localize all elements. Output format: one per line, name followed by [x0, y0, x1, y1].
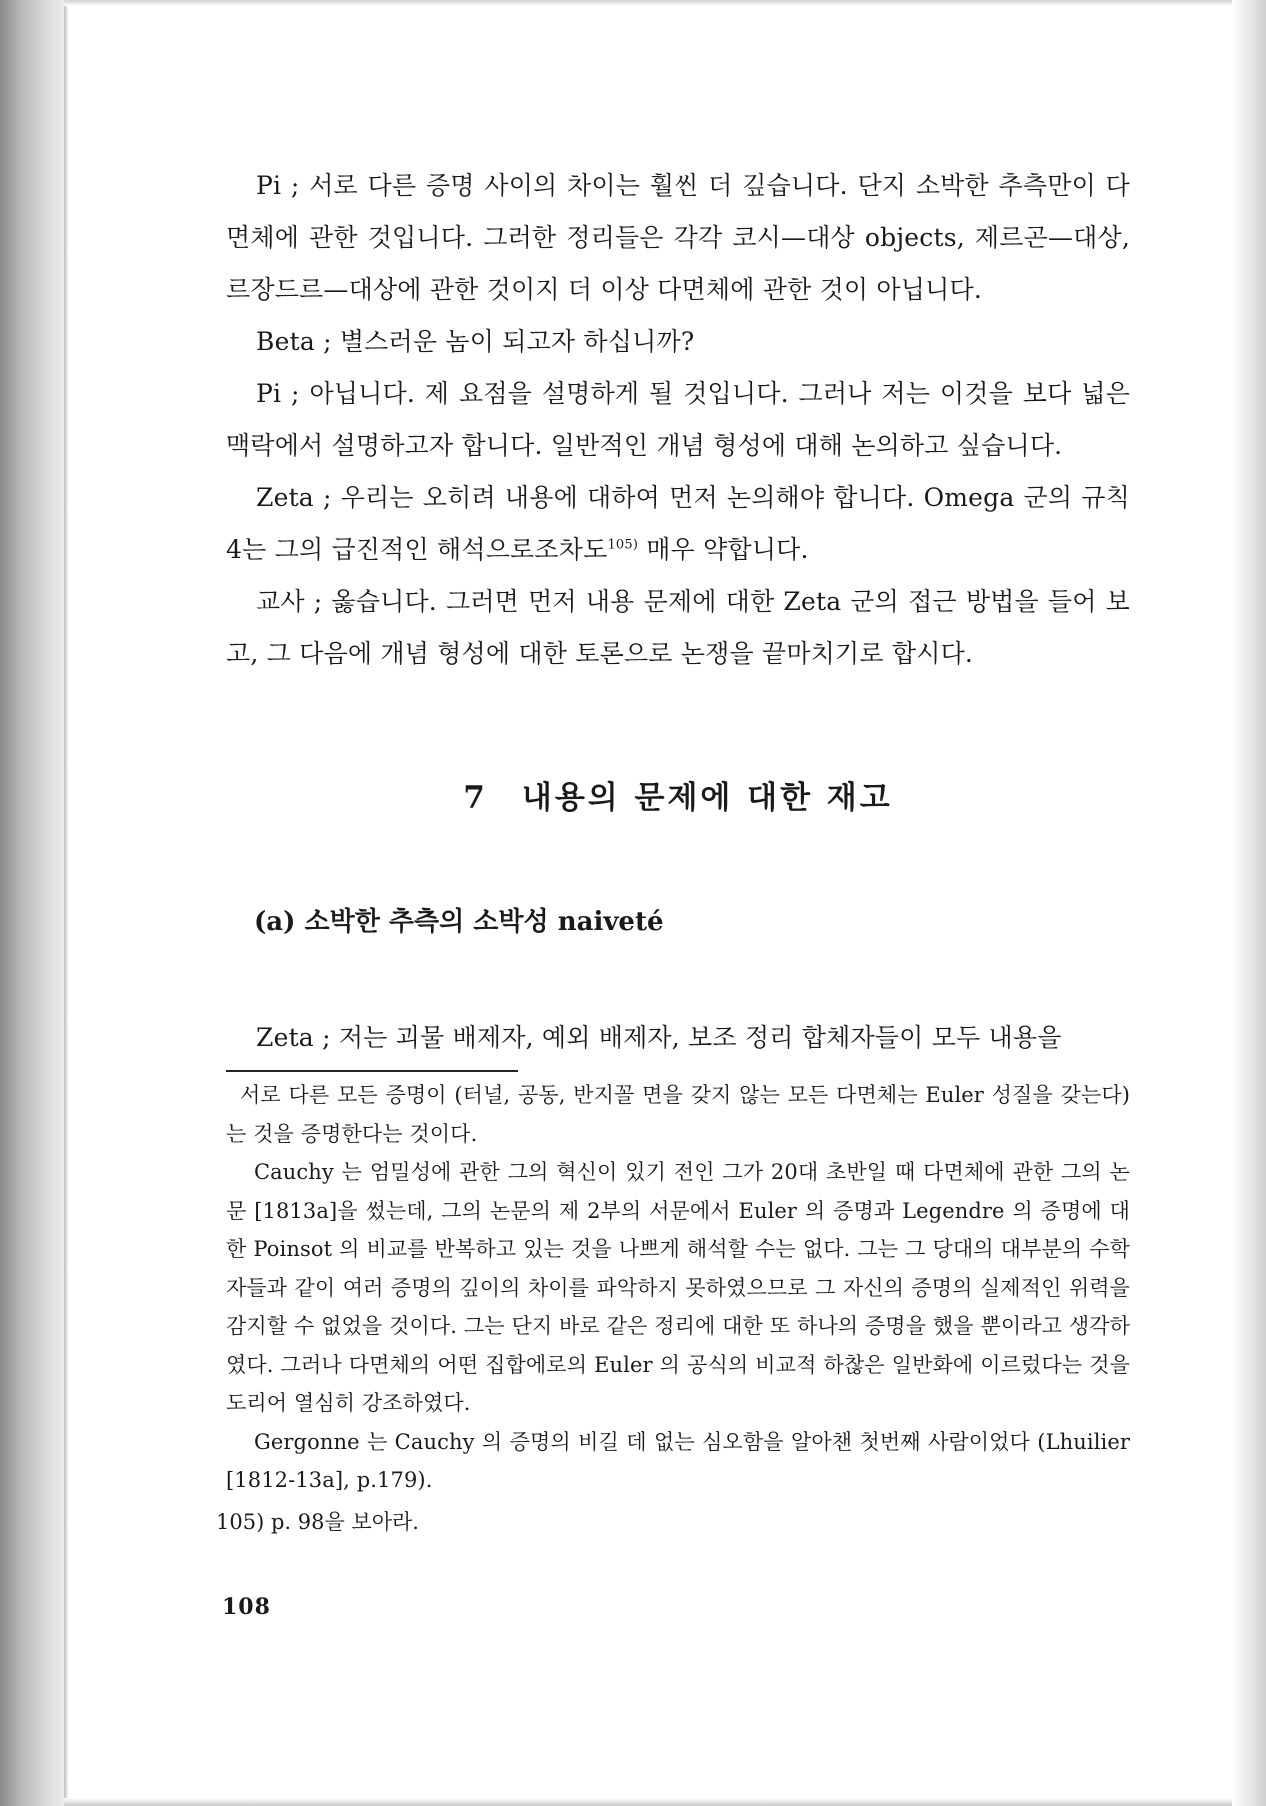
footnote-105: 105) p. 98을 보아라.	[216, 1509, 419, 1534]
paragraph-beta: Beta ; 별스러운 놈이 되고자 하십니까?	[256, 327, 695, 356]
zeta-text-after: 매우 약합니다.	[638, 535, 809, 564]
footnotes	[216, 1076, 1130, 1542]
paragraph-pi-2: Pi ; 아닙니다. 제 요점을 설명하게 될 것입니다. 그러나 저는 이것을 보다 넓은 맥락에서 설명하고자 합니다. 일반적인 개념 형성에 대해 논의하고 싶습니다.	[226, 379, 1130, 460]
book-spine-shadow	[0, 0, 64, 1806]
paragraph-pi-1: Pi ; 서로 다른 증명 사이의 차이는 훨씬 더 깊습니다. 단지 소박한 추측만이 다면체에 관한 것입니다. 그러한 정리들은 각각 코시—대상 objects, 제르곤—대상, 르장드르—대상에 관한 것이지 더 이상 다면체에 관한 것이 아닙니다.	[226, 171, 1130, 304]
footnote-ref-105[interactable]: 105)	[607, 537, 639, 553]
paragraph-zeta	[226, 472, 1130, 576]
subsection-heading: (a) 소박한 추측의 소박성 naiveté	[254, 907, 664, 937]
footnote-continuation: 서로 다른 모든 증명이 (터널, 공동, 반지꼴 면을 갖지 않는 모든 다면체는 Euler 성질을 갖는다)는 것을 증명한다는 것이다.	[226, 1083, 1130, 1146]
paragraph-zeta-final: Zeta ; 저는 괴물 배제자, 예외 배제자, 보조 정리 합체자들이 모두 내용을	[256, 1023, 1062, 1052]
page-number: 108	[222, 1594, 271, 1620]
zeta-text: Zeta ; 우리는 오히려 내용에 대하여 먼저 논의해야 합니다. Omega 군의 규칙 4는 그의 급진적인 해석으로조차도	[226, 483, 1130, 564]
footnote-cauchy: Cauchy 는 엄밀성에 관한 그의 혁신이 있기 전인 그가 20대 초반일 때 다면체에 관한 그의 논문 [1813a]을 썼는데, 그의 논문의 제 2부의 서문에서 Euler 의 증명과 Legendre 의 증명에 대한 Poinsot 의 비교를 반복하고 있는 것을 나쁘게 해석할 수는 없다. 그는 그 당대의 대부분의 수학자들과 같이 여러 증명의 깊이의 차이를 파악하지 못하였으므로 그 자신의 증명의 실제적인 위력을 감지할 수 없었을 것이다. 그는 단지 바로 같은 정리에 대한 또 하나의 증명을 했을 뿐이라고 생각하였다. 그러나 다면체의 어떤 집합에로의 Euler 의 공식의 비교적 하찮은 일반화에 이르렀다는 것을 도리어 열심히 강조하였다.	[226, 1160, 1130, 1415]
bottom-edge-shadow	[64, 1798, 1266, 1806]
paragraph-teacher: 교사 ; 옳습니다. 그러면 먼저 내용 문제에 대한 Zeta 군의 접근 방법을 들어 보고, 그 다음에 개념 형성에 대한 토론으로 논쟁을 끝마치기로 합시다.	[226, 587, 1130, 668]
top-edge-shadow	[64, 0, 1266, 6]
footnote-divider	[226, 1070, 518, 1072]
page-content	[216, 160, 1130, 1542]
footnote-gergonne: Gergonne 는 Cauchy 의 증명의 비길 데 없는 심오함을 알아챈 첫번째 사람이었다 (Lhuilier [1812-13a], p.179).	[226, 1429, 1130, 1492]
right-edge-shadow	[1232, 0, 1266, 1806]
section-heading: 7 내용의 문제에 대한 재고	[463, 780, 893, 816]
page-edge	[64, 0, 68, 1806]
